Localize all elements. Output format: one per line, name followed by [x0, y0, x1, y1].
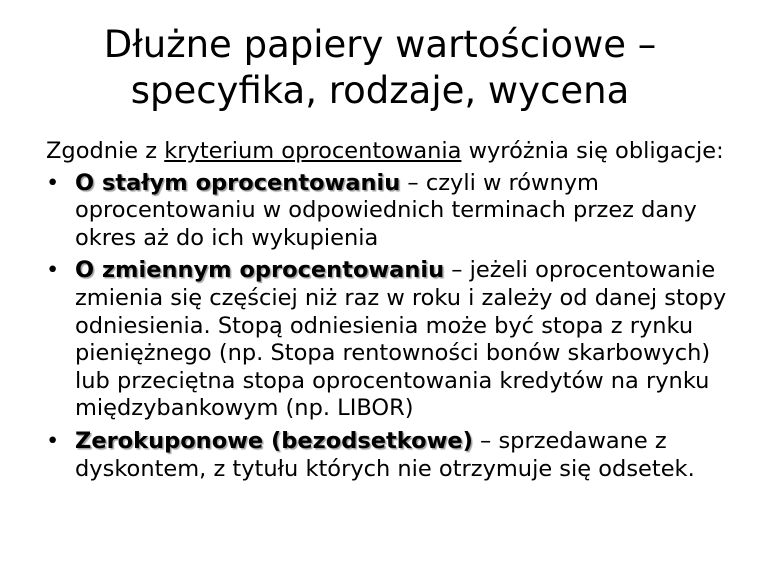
bullet-list [46, 170, 736, 484]
slide-title-line-2: specyfika, rodzaje, wycena [130, 69, 630, 112]
bullet-item-zero-coupon [46, 428, 736, 483]
bullet-item-fixed-rate [46, 170, 736, 253]
bullet-marker: • [46, 257, 60, 284]
slide-title [20, 22, 740, 114]
bullet-item-variable-rate [46, 257, 736, 423]
bullet-term: O zmiennym oprocentowaniu [75, 257, 445, 284]
bullet-description: – jeżeli oprocentowanie zmienia się częściej niż raz w roku i zależy od danej stopy odniesienia. Stopą odniesienia może być stopa z rynku pieniężnego (np. Stopa rentowności bonów skarbowych) lub przeciętna stopa oprocentowania kredytów na rynku międzybankowym (np. LIBOR) [75, 257, 727, 422]
bullet-description: – czyli w równym oprocentowaniu w odpowiednich terminach przez dany okres aż do ich wykupienia [75, 169, 697, 251]
bullet-description: – sprzedawane z dyskontem, z tytułu których nie otrzymuje się odsetek. [75, 427, 695, 482]
bullet-marker: • [46, 427, 60, 454]
slide-body [46, 138, 736, 488]
intro-underlined-term: kryterium oprocentowania [164, 138, 462, 164]
bullet-marker: • [46, 169, 60, 196]
intro-paragraph [46, 138, 736, 166]
bullet-term: Zerokuponowe (bezodsetkowe) [75, 427, 473, 454]
intro-text-before: Zgodnie z [46, 138, 165, 164]
intro-text-after: wyróżnia się obligacje: [461, 138, 724, 164]
bullet-term: O stałym oprocentowaniu [75, 169, 401, 196]
slide-title-line-1: Dłużne papiery wartościowe – [103, 23, 657, 66]
